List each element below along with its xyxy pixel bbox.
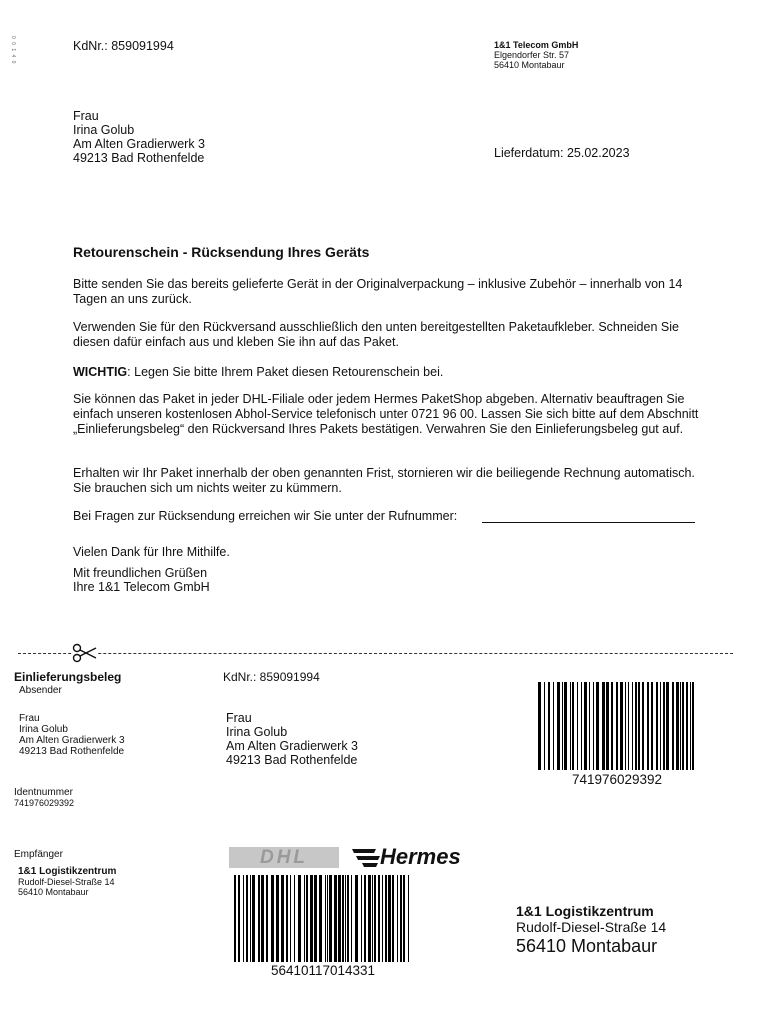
barcode-bar — [647, 682, 649, 770]
barcode-bar — [562, 682, 563, 770]
barcode-bar — [329, 875, 332, 962]
paragraph-return-instructions: Bitte senden Sie das bereits gelieferte Gerät in der Originalverpackung – inklusive Zubehör – innerhalb von 14 Tagen an uns zurück. — [73, 277, 683, 306]
barcode-bar — [635, 682, 637, 770]
barcode-bar — [388, 875, 391, 962]
barcode-bar — [325, 875, 326, 962]
destination-street: Rudolf-Diesel-Straße 14 — [516, 919, 667, 935]
barcode-bar — [294, 875, 295, 962]
destination-barcode — [234, 875, 412, 962]
barcode-bar — [581, 682, 582, 770]
important-label: WICHTIG — [73, 365, 128, 379]
barcode-bar — [385, 875, 387, 962]
barcode-bar — [342, 875, 344, 962]
side-code: 0 0 1 4 0 — [10, 36, 16, 65]
label-sender-name: Irina Golub — [226, 725, 288, 739]
barcode-bar — [686, 682, 688, 770]
label-sender-salutation: Frau — [226, 711, 252, 725]
thanks-text: Vielen Dank für Ihre Mithilfe. — [73, 545, 230, 559]
sender-salutation: Frau — [19, 713, 40, 724]
barcode-bar — [310, 875, 313, 962]
recipient-salutation: Frau — [73, 109, 99, 123]
barcode-bar — [625, 682, 626, 770]
paragraph-contact: Bei Fragen zur Rücksendung erreichen wir Sie unter der Rufnummer: — [73, 509, 458, 523]
barcode-bar — [632, 682, 633, 770]
receipt-sender-address — [19, 713, 125, 757]
barcode-bar — [589, 682, 590, 770]
barcode-bar — [246, 875, 248, 962]
barcode-bar — [306, 875, 308, 962]
customer-number: KdNr.: 859091994 — [73, 39, 174, 53]
barcode-bar — [690, 682, 691, 770]
barcode-bar — [403, 875, 405, 962]
barcode-bar — [538, 682, 541, 770]
label-sender-address — [226, 711, 358, 767]
barcode-bar — [271, 875, 274, 962]
receiver-city: 56410 Montabaur — [18, 887, 89, 897]
barcode-bar — [347, 875, 349, 962]
recipient-address — [73, 109, 205, 165]
destination-address — [516, 903, 666, 957]
barcode-bar — [327, 875, 328, 962]
barcode-bar — [616, 682, 618, 770]
label-sender-city: 49213 Bad Rothenfelde — [226, 753, 358, 767]
recipient-name: Irina Golub — [73, 123, 135, 137]
barcode-bar — [660, 682, 661, 770]
barcode-bar — [345, 875, 346, 962]
barcode-bar — [298, 875, 301, 962]
barcode-bar — [372, 875, 373, 962]
barcode-bar — [557, 682, 560, 770]
receipt-title: Einlieferungsbeleg — [14, 670, 122, 684]
phone-number-line[interactable] — [482, 522, 695, 523]
letter-title: Retourenschein - Rücksendung Ihres Geräts — [73, 244, 370, 260]
barcode-bar — [692, 682, 694, 770]
ident-barcode — [538, 682, 696, 770]
label-sender-street: Am Alten Gradierwerk 3 — [226, 739, 358, 753]
dhl-logo — [229, 847, 339, 868]
barcode-bar — [577, 682, 578, 770]
barcode-bar — [408, 875, 409, 962]
barcode-bar — [334, 875, 337, 962]
barcode-bar — [596, 682, 599, 770]
barcode-bar — [261, 875, 264, 962]
barcode-bar — [651, 682, 653, 770]
ident-number: 741976029392 — [14, 798, 75, 808]
signature-text: Ihre 1&1 Telecom GmbH — [73, 580, 210, 594]
barcode-bar — [338, 875, 341, 962]
barcode-bar — [564, 682, 567, 770]
barcode-bar — [252, 875, 255, 962]
barcode-bar — [642, 682, 644, 770]
barcode-bar — [243, 875, 244, 962]
hermes-logo-text: Hermes — [380, 844, 461, 869]
barcode-bar — [382, 875, 383, 962]
company-name: 1&1 Telecom GmbH — [494, 40, 579, 50]
barcode-bar — [314, 875, 317, 962]
barcode-bar — [680, 682, 681, 770]
delivery-date: Lieferdatum: 25.02.2023 — [494, 146, 630, 160]
barcode-bar — [258, 875, 260, 962]
barcode-bar — [319, 875, 322, 962]
barcode-bar — [672, 682, 674, 770]
sender-name: Irina Golub — [19, 724, 68, 735]
barcode-bar — [611, 682, 613, 770]
sender-street: Am Alten Gradierwerk 3 — [19, 735, 125, 746]
scissors-icon — [72, 643, 98, 663]
barcode-bar — [570, 682, 571, 770]
barcode-bar — [290, 875, 291, 962]
barcode-bar — [351, 875, 352, 962]
barcode-bar — [606, 682, 609, 770]
barcode-bar — [368, 875, 371, 962]
important-text: : Legen Sie bitte Ihrem Paket diesen Retourenschein bei. — [127, 365, 444, 379]
hermes-arrow-icon — [352, 846, 382, 868]
destination-barcode-number: 56410117014331 — [270, 963, 376, 978]
ident-label: Identnummer — [14, 787, 73, 798]
barcode-bar — [392, 875, 394, 962]
barcode-bar — [676, 682, 679, 770]
barcode-bar — [666, 682, 669, 770]
paragraph-label-usage: Verwenden Sie für den Rückversand ausschließlich den unten bereitgestellten Paketaufkleber. Schneiden Sie diesen dafür einfach aus und kleben Sie ihn auf das Paket. — [73, 320, 679, 349]
barcode-bar — [276, 875, 279, 962]
barcode-bar — [304, 875, 305, 962]
barcode-bar — [361, 875, 362, 962]
barcode-bar — [374, 875, 376, 962]
barcode-bar — [572, 682, 574, 770]
barcode-bar — [238, 875, 240, 962]
barcode-bar — [281, 875, 284, 962]
destination-name: 1&1 Logistikzentrum — [516, 903, 654, 919]
barcode-bar — [682, 682, 684, 770]
barcode-bar — [544, 682, 545, 770]
paragraph-cancellation: Erhalten wir Ihr Paket innerhalb der oben genannten Frist, stornieren wir die beiliegende Rechnung automatisch. Sie brauchen sich um nichts weiter zu kümmern. — [73, 466, 695, 495]
company-address — [494, 40, 578, 70]
paragraph-dropoff: Sie können das Paket in jeder DHL-Filiale oder jedem Hermes PaketShop abgeben. Alternativ beauftragen Sie einfach unseren kostenlosen Abhol-Service telefonisch unter 0721 96 00. Lassen Sie sich bitte auf dem Abschnitt „Einlieferungsbeleg“ den Rückversand Ihres Pakets bestätigen. Verwahren Sie den Einlieferungsbeleg gut auf. — [73, 392, 699, 436]
recipient-street: Am Alten Gradierwerk 3 — [73, 137, 205, 151]
sender-city: 49213 Bad Rothenfelde — [19, 746, 125, 757]
recipient-city: 49213 Bad Rothenfelde — [73, 151, 205, 165]
barcode-bar — [584, 682, 587, 770]
receiver-label: Empfänger — [14, 849, 63, 860]
barcode-bar — [266, 875, 268, 962]
barcode-bar — [397, 875, 398, 962]
barcode-bar — [400, 875, 402, 962]
ident-barcode-number: 741976029392 — [571, 772, 663, 787]
barcode-bar — [548, 682, 550, 770]
barcode-bar — [593, 682, 594, 770]
barcode-bar — [620, 682, 623, 770]
regards-text: Mit freundlichen Grüßen — [73, 566, 208, 580]
barcode-bar — [234, 875, 236, 962]
receipt-receiver-address — [18, 866, 116, 897]
barcode-bar — [638, 682, 640, 770]
sender-label: Absender — [19, 685, 62, 696]
receipt-customer-number: KdNr.: 859091994 — [223, 670, 320, 684]
receiver-name: 1&1 Logistikzentrum — [18, 866, 117, 877]
receiver-street: Rudolf-Diesel-Straße 14 — [18, 877, 115, 887]
company-city: 56410 Montabaur — [494, 60, 565, 70]
barcode-bar — [286, 875, 288, 962]
barcode-bar — [628, 682, 629, 770]
barcode-bar — [250, 875, 251, 962]
barcode-bar — [553, 682, 554, 770]
company-street: Elgendorfer Str. 57 — [494, 50, 570, 60]
barcode-bar — [355, 875, 358, 962]
barcode-bar — [663, 682, 665, 770]
paragraph-important — [73, 365, 703, 380]
barcode-bar — [656, 682, 658, 770]
barcode-bar — [378, 875, 380, 962]
barcode-bar — [364, 875, 366, 962]
destination-city: 56410 Montabaur — [516, 936, 658, 956]
barcode-bar — [602, 682, 605, 770]
dhl-logo-text: DHL — [259, 847, 309, 868]
cut-line — [18, 653, 733, 654]
